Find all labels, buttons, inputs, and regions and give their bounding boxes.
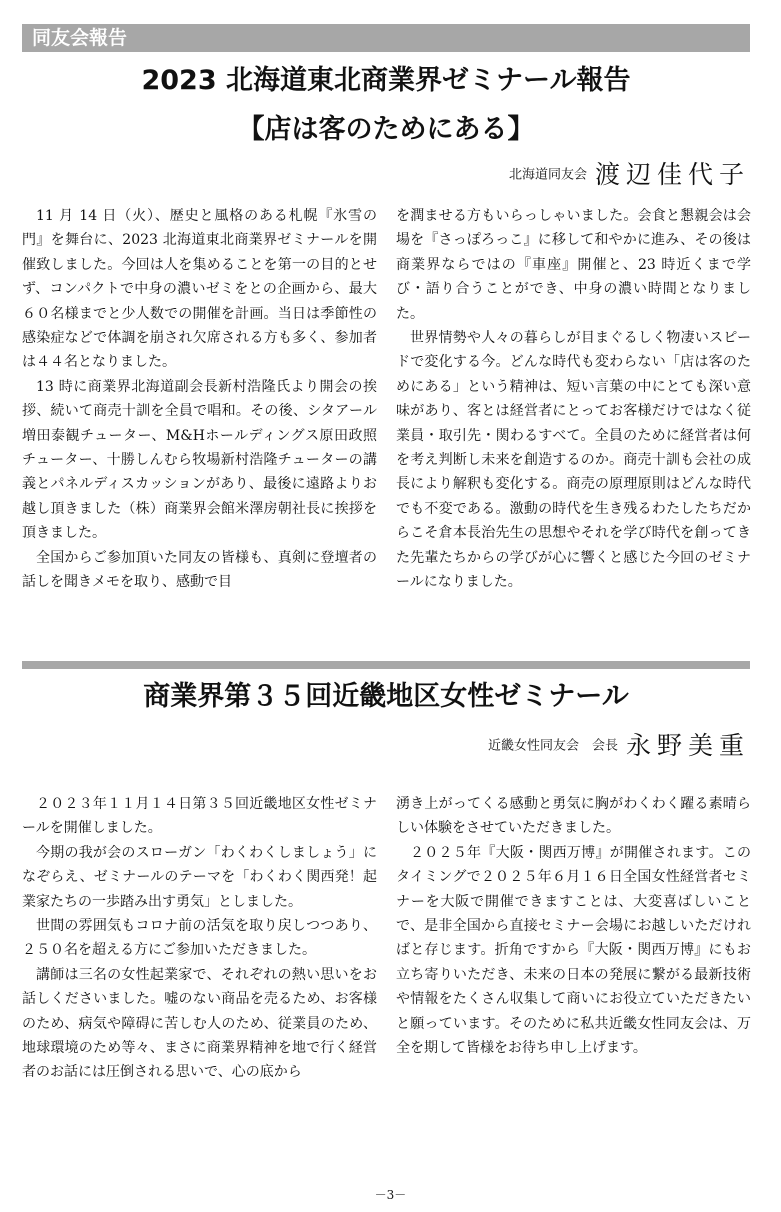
article2-byline <box>488 726 750 762</box>
paragraph: 全国からご参加頂いた同友の皆様も、真剣に登壇者の話しを聞きメモを取り、感動で目 <box>22 549 377 591</box>
article1-left-column <box>22 204 377 595</box>
section-divider <box>22 661 750 669</box>
article1-right-column <box>396 204 751 595</box>
paragraph: 湧き上がってくる感動と勇気に胸がわくわく躍る素晴らしい体験をさせていただきました。 <box>396 796 751 837</box>
author-organization: 近畿女性同友会 会長 <box>487 738 618 754</box>
paragraph: 世界情勢や人々の暮らしが目まぐるしく物凄いスピードで変化する今。どんな時代も変わらない「店は客のためにある」という精神は、短い言葉の中にとても深い意味があり、客とは経営者にとってお客様だけではなく従業員・取引先・関わるすべて。全員のために経営者は何を考え判断し未来を創造するのか。商売十訓も会社の成長により解釈も変化する。商売の原理原則はどんな時代でも不変である。激動の時代を生き残るわたしたちだからこそ倉本長治先生の思想やそれを学び時代を創ってきた先輩たちからの学びが心に響くと感じた今回のゼミナールになりました。 <box>396 330 751 591</box>
article2-right-column <box>396 792 751 1060</box>
paragraph: を潤ませる方もいらっしゃいました。会食と懇親会は会場を『さっぽろっこ』に移して和やかに進み、その後は商業界ならではの『車座』開催と、23 時近くまで学び・語り合うことができ、中身の濃い時間となりました。 <box>396 208 751 322</box>
paragraph: ２０２３年１１月１４日第３５回近畿地区女性ゼミナールを開催しました。 <box>22 796 377 837</box>
article2-left-column <box>22 792 377 1085</box>
page-number: －3－ <box>374 1188 407 1202</box>
paragraph: 世間の雰囲気もコロナ前の活気を取り戻しつつあり、２５０名を超える方にご参加いただきました。 <box>22 918 377 959</box>
article1-subtitle: 【店は客のためにある】 <box>237 114 535 145</box>
section-label: 同友会報告 <box>32 27 128 49</box>
author-name: 永野美重 <box>625 731 750 760</box>
paragraph: 11 月 14 日（火）、歴史と風格のある札幌『氷雪の門』を舞台に、2023 北海道東北商業界ゼミナールを開催致しました。今回は人を集めることを第一の目的とせず、コンパクトで中身の濃いゼミをとの企画から、最大６０名様までと少人数での開催を計画。当日は季節性の感染症などで体調を崩され欠席される方も多く、参加者は４４名となりました。 <box>22 208 377 371</box>
paragraph: 講師は三名の女性起業家で、それぞれの熱い思いをお話しくださいました。嘘のない商品を売るため、お客様のため、病気や障碍に苦しむ人のため、従業員のため、地球環境のため等々、まさに商業界精神を地で行く経営者のお話には圧倒される思いで、心の底から <box>22 966 377 1081</box>
article1-title: 2023 北海道東北商業界ゼミナール報告 <box>141 65 631 96</box>
paragraph: 今期の我が会のスローガン「わくわくしましょう」になぞらえ、ゼミナールのテーマを「わくわく関西発！起業家たちの一歩踏み出す勇気」としました。 <box>22 844 377 910</box>
author-name: 渡辺佳代子 <box>594 160 750 189</box>
author-organization: 北海道同友会 <box>508 167 587 183</box>
section-header-bar <box>22 24 750 52</box>
paragraph: ２０２５年『大阪・関西万博』が開催されます。このタイミングで２０２５年６月１６日全国女性経営者セミナーを大阪で開催できますことは、大変喜ばしいことで、是非全国から直接セミナー会場にお越しいただければと存じます。折角ですから『大阪・関西万博』にもお立ち寄りいただき、未来の日本の発展に繋がる最新技術や情報をたくさん収集して商いにお役立ていただきたいと願っています。そのために私共近畿女性同友会は、万全を期して皆様をお待ち申し上げます。 <box>396 844 751 1057</box>
article1-byline <box>509 155 750 191</box>
article2-title: 商業界第３５回近畿地区女性ゼミナール <box>143 681 629 712</box>
paragraph: 13 時に商業界北海道副会長新村浩隆氏より開会の挨拶、続いて商売十訓を全員で唱和。その後、シタアール増田泰観チューター、M&Hホールディングス原田政照チューター、十勝しんむら牧場新村浩隆チューターの講義とパネルディスカッションがあり、最後に遠路よりお越し頂きました（株）商業界会館米澤房朝社長に挨拶を頂きました。 <box>22 378 377 542</box>
